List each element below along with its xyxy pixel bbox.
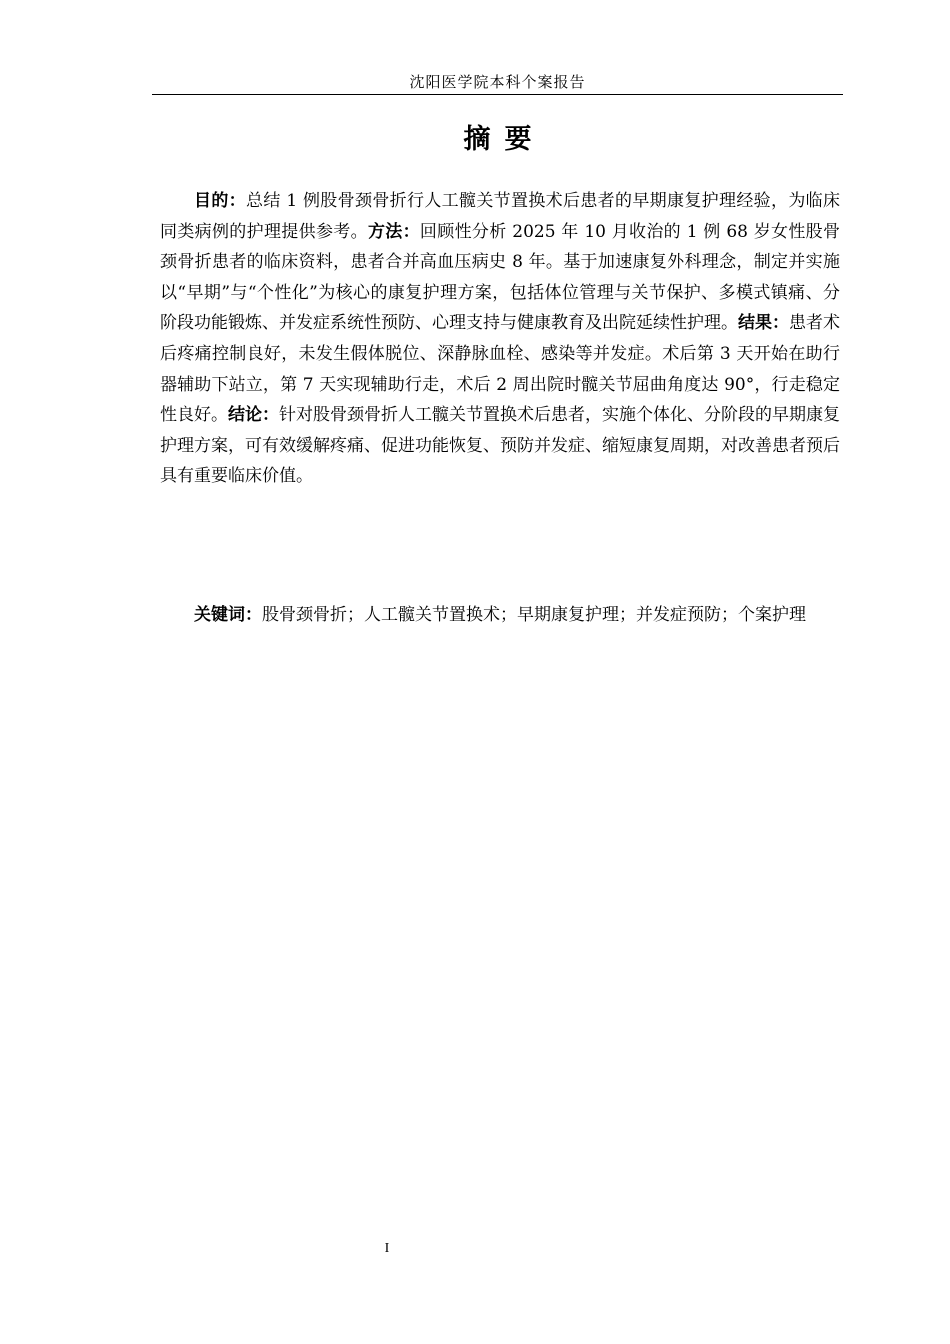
results-text: 患者术后疼痛控制良好，未发生假体脱位、深静脉血栓、感染等并发症。术后第 3 天开始在助行器辅助下站立，第 7 天实现辅助行走，术后 2 周出院时髋关节屈曲角度达 90°，行走稳定性良好。 [160, 313, 840, 426]
results-label: 结果： [738, 313, 789, 334]
objective-text: 总结 1 例股骨颈骨折行人工髋关节置换术后患者的早期康复护理经验，为临床同类病例的护理提供参考。 [160, 191, 841, 242]
keywords-text: 股骨颈骨折；人工髋关节置换术；早期康复护理；并发症预防；个案护理 [262, 605, 806, 625]
abstract-paragraph [160, 186, 840, 492]
abstract-title: 摘要 [463, 124, 546, 155]
methods-text: 回顾性分析 2025 年 10 月收治的 1 例 68 岁女性股骨颈骨折患者的临床资料，患者合并高血压病史 8 年。基于加速康复外科理念，制定并实施以“早期”与“个性化”为核心的康复护理方案，包括体位管理与关节保护、多模式镇痛、分阶段功能锻炼、并发症系统性预防、心理支持与健康教育及出院延续性护理。 [160, 221, 841, 334]
conclusion-label: 结论： [228, 405, 279, 426]
running-header: 沈阳医学院本科个案报告 [152, 72, 843, 95]
objective-label: 目的： [194, 191, 247, 211]
keywords-label: 关键词： [194, 605, 262, 625]
conclusion-text: 针对股骨颈骨折人工髋关节置换术后患者，实施个体化、分阶段的早期康复护理方案，可有效缓解疼痛、促进功能恢复、预防并发症、缩短康复周期，对改善患者预后具有重要临床价值。 [160, 405, 840, 487]
page-number: I [384, 1241, 390, 1256]
keywords-paragraph [160, 600, 840, 631]
methods-label: 方法： [367, 221, 420, 242]
